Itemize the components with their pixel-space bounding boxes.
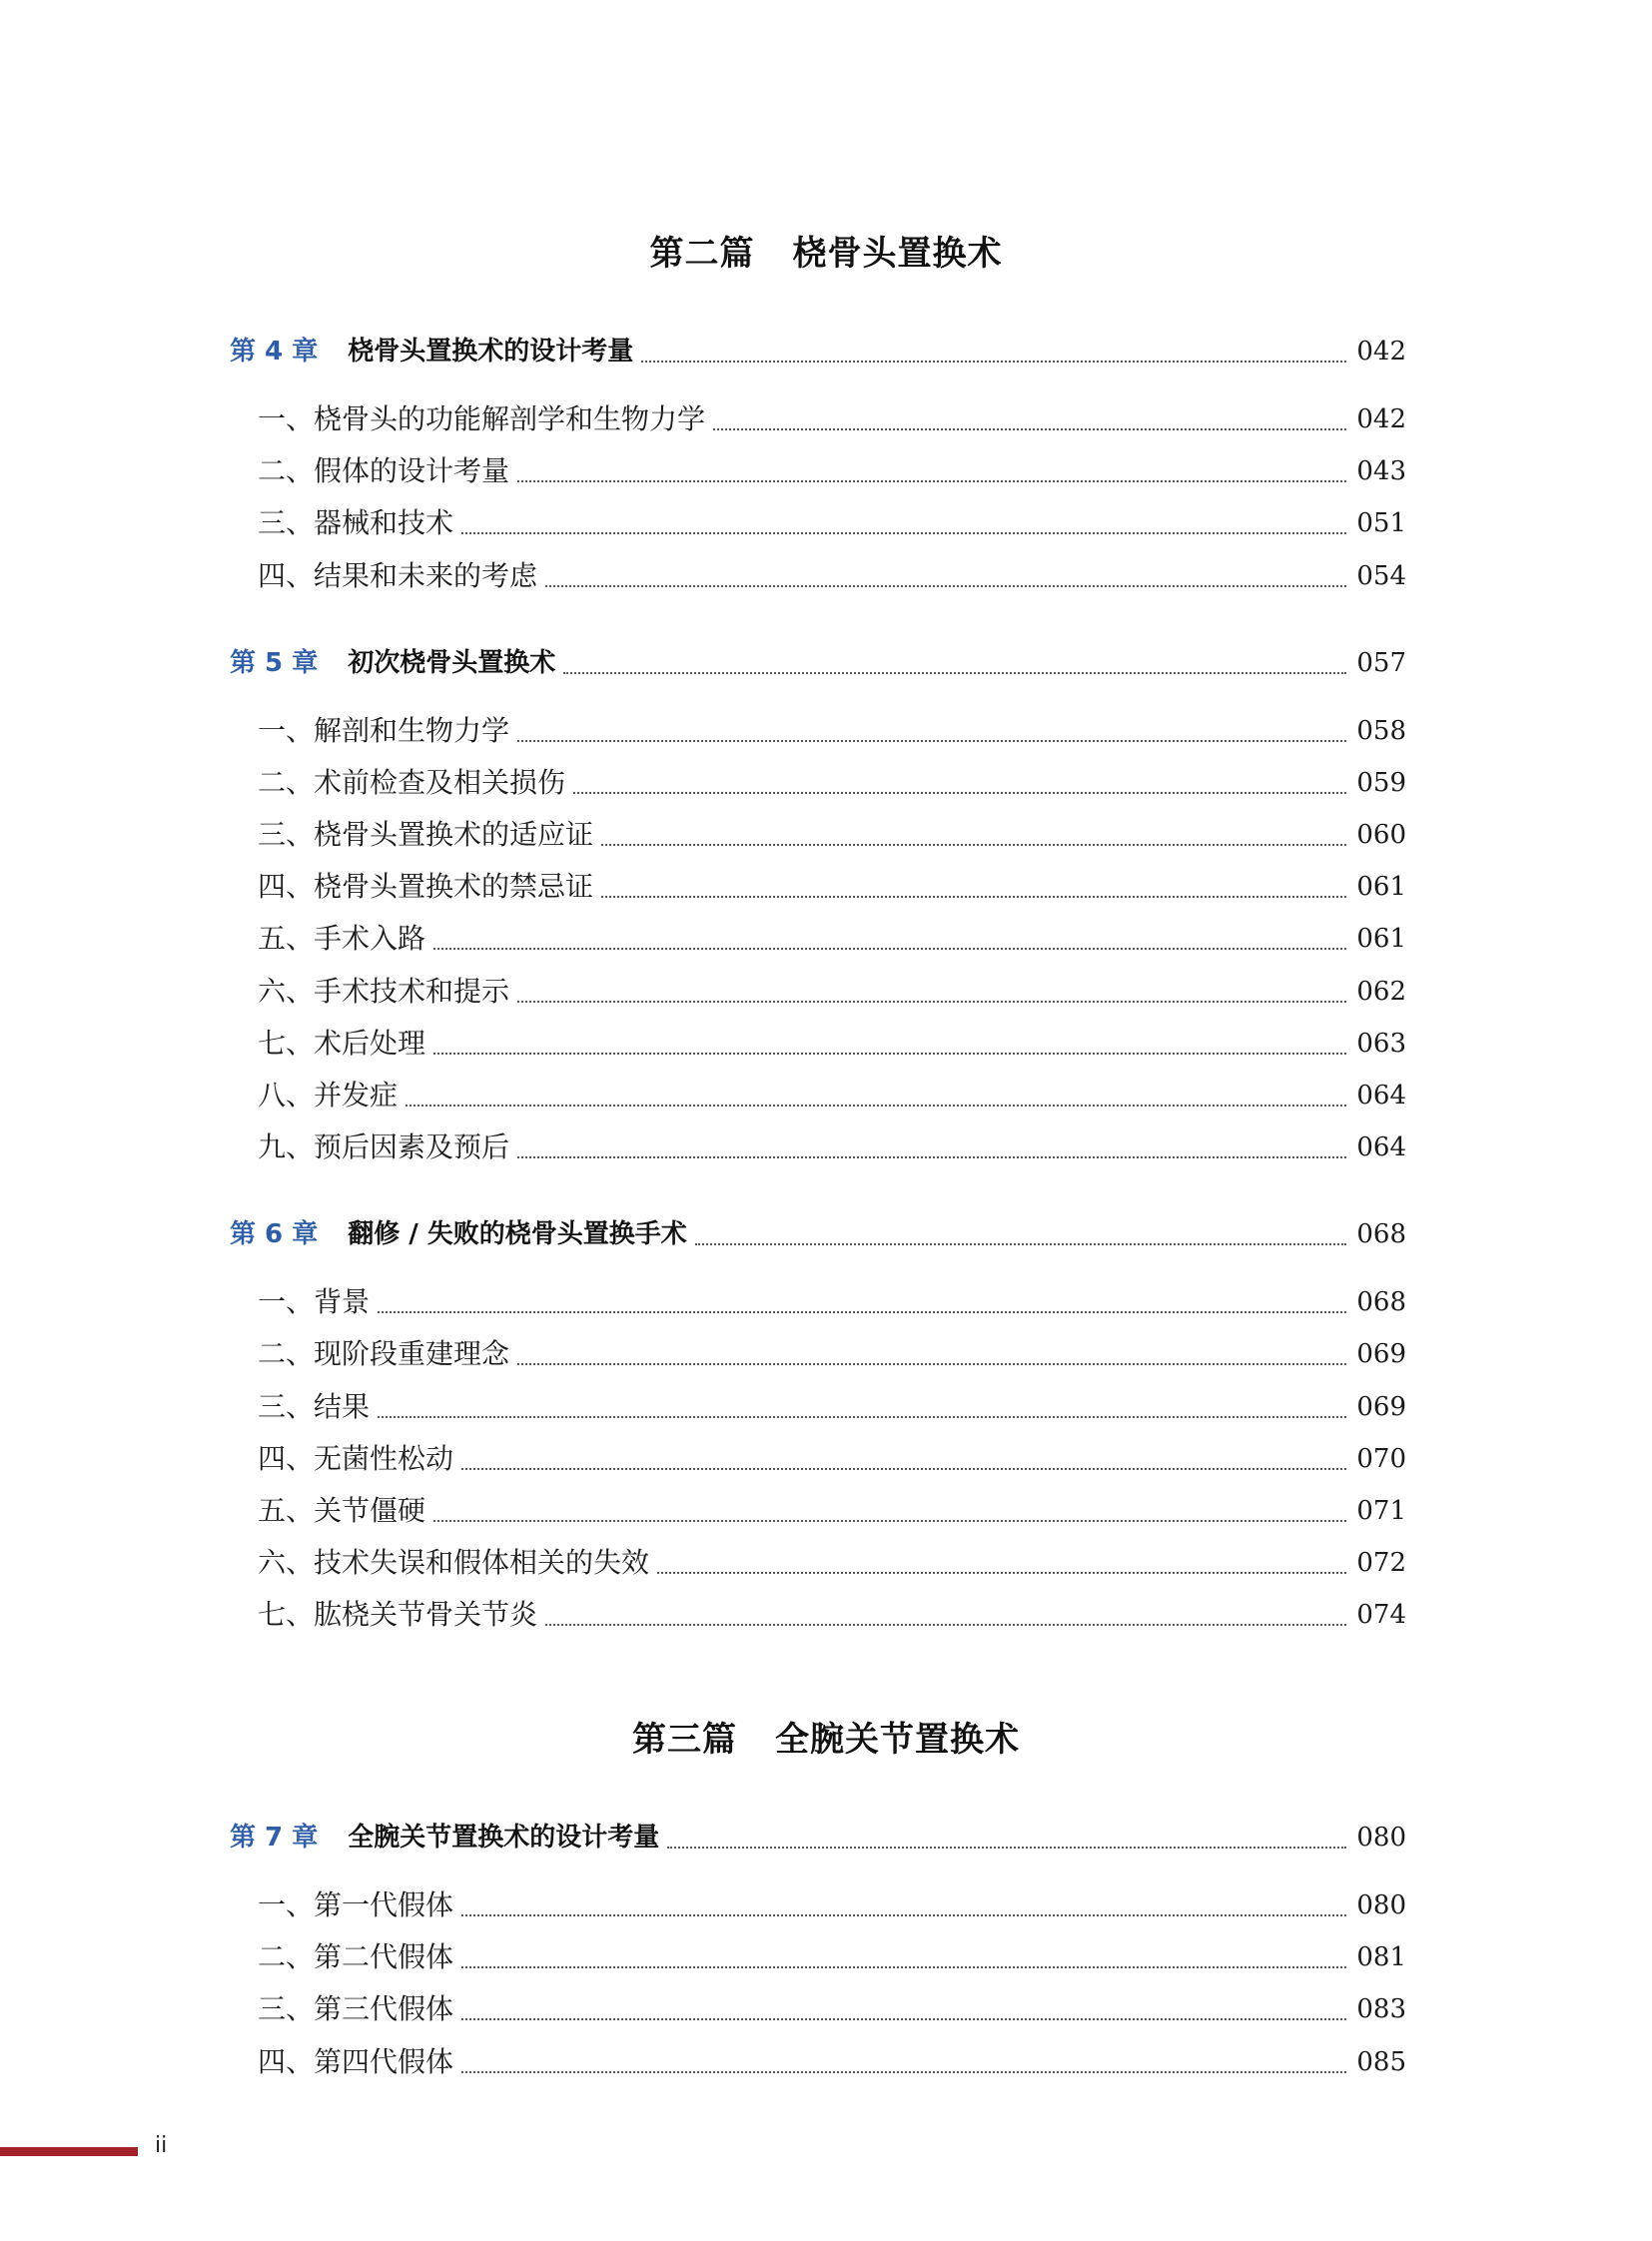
section-page-number: 085: [1356, 2047, 1406, 2077]
toc-section-entry[interactable]: [230, 1024, 1406, 1064]
section-page-number: 064: [1356, 1132, 1406, 1162]
section-title: 三、桡骨头置换术的适应证: [258, 818, 594, 851]
dot-leader: [406, 1104, 1346, 1107]
chapter-number: 第 7 章: [230, 1823, 319, 1853]
toc-section-entry[interactable]: [230, 1076, 1406, 1116]
toc-section-entry[interactable]: [230, 1885, 1406, 1925]
toc-section-entry[interactable]: [230, 1334, 1406, 1374]
section-page-number: 080: [1356, 1890, 1406, 1920]
section-title: 三、第三代假体: [258, 1992, 454, 2025]
dot-leader: [517, 1362, 1346, 1365]
dot-leader: [378, 1310, 1346, 1313]
section-title: 九、预后因素及预后: [258, 1130, 510, 1163]
footer-accent-bar: [0, 2147, 138, 2156]
section-title: 四、第四代假体: [258, 2045, 454, 2078]
toc-section-entry[interactable]: [230, 503, 1406, 543]
toc-chapter-entry[interactable]: [230, 1214, 1406, 1254]
toc-section-entry[interactable]: [230, 815, 1406, 855]
dot-leader: [517, 479, 1346, 482]
toc-chapter-entry[interactable]: [230, 1818, 1406, 1858]
section-title: 四、结果和未来的考虑: [258, 559, 538, 592]
dot-leader: [433, 947, 1346, 950]
chapter-number: 第 4 章: [230, 337, 319, 367]
dot-leader: [461, 531, 1346, 534]
section-title: 三、结果: [258, 1390, 371, 1423]
section-title: 一、解剖和生物力学: [258, 714, 510, 747]
dot-leader: [461, 1467, 1346, 1470]
footer-page-number: ii: [155, 2133, 168, 2158]
dot-leader: [461, 2070, 1346, 2073]
section-title: 四、无菌性松动: [258, 1442, 454, 1475]
section-page-number: 058: [1356, 716, 1406, 746]
toc-chapter-entry[interactable]: [230, 643, 1406, 683]
part-number: 第三篇: [632, 1720, 737, 1760]
dot-leader: [433, 1519, 1346, 1522]
chapter-title: 桡骨头置换术的设计考量: [348, 337, 634, 367]
section-page-number: 061: [1356, 924, 1406, 954]
toc-section-entry[interactable]: [230, 1937, 1406, 1977]
section-page-number: 042: [1356, 404, 1406, 434]
section-page-number: 072: [1356, 1548, 1406, 1578]
part-title: [0, 1720, 1652, 1760]
dot-leader: [517, 739, 1346, 742]
dot-leader: [517, 1000, 1346, 1003]
section-title: 三、器械和技术: [258, 506, 454, 539]
chapter-page-number: 068: [1356, 1219, 1406, 1250]
section-page-number: 069: [1356, 1392, 1406, 1422]
part-title-text: 桡骨头置换术: [792, 234, 1003, 274]
chapter-number: 第 5 章: [230, 647, 319, 678]
dot-leader: [641, 360, 1346, 363]
dot-leader: [601, 843, 1346, 846]
toc-section-entry[interactable]: [230, 1989, 1406, 2029]
dot-leader: [517, 1155, 1346, 1158]
section-title: 二、现阶段重建理念: [258, 1337, 510, 1370]
part-number: 第二篇: [649, 234, 755, 274]
toc-section-entry[interactable]: [230, 2042, 1406, 2082]
dot-leader: [601, 895, 1346, 898]
dot-leader: [695, 1242, 1347, 1245]
section-title: 七、术后处理: [258, 1027, 426, 1060]
section-page-number: 083: [1356, 1994, 1406, 2024]
toc-section-entry[interactable]: [230, 556, 1406, 596]
section-page-number: 074: [1356, 1600, 1406, 1630]
section-page-number: 054: [1356, 561, 1406, 591]
chapter-number: 第 6 章: [230, 1219, 319, 1250]
toc-section-entry[interactable]: [230, 919, 1406, 959]
section-title: 二、第二代假体: [258, 1940, 454, 1973]
section-page-number: 060: [1356, 820, 1406, 850]
toc-chapter-entry[interactable]: [230, 332, 1406, 372]
section-title: 六、手术技术和提示: [258, 975, 510, 1008]
toc-section-entry[interactable]: [230, 399, 1406, 439]
section-page-number: 059: [1356, 768, 1406, 798]
section-title: 五、手术入路: [258, 922, 426, 955]
section-title: 二、假体的设计考量: [258, 454, 510, 487]
section-title: 八、并发症: [258, 1079, 399, 1112]
dot-leader: [461, 1965, 1346, 1968]
dot-leader: [545, 584, 1346, 587]
section-title: 一、第一代假体: [258, 1888, 454, 1921]
chapter-page-number: 042: [1356, 337, 1406, 367]
section-page-number: 063: [1356, 1029, 1406, 1059]
section-title: 一、背景: [258, 1285, 371, 1318]
section-page-number: 062: [1356, 977, 1406, 1007]
section-page-number: 070: [1356, 1444, 1406, 1474]
section-title: 七、肱桡关节骨关节炎: [258, 1598, 538, 1631]
section-title: 二、术前检查及相关损伤: [258, 766, 566, 799]
chapter-title: 全腕关节置换术的设计考量: [348, 1823, 660, 1853]
dot-leader: [657, 1571, 1346, 1574]
dot-leader: [461, 1913, 1346, 1916]
chapter-title: 翻修 / 失败的桡骨头置换手术: [348, 1219, 687, 1250]
section-title: 一、桡骨头的功能解剖学和生物力学: [258, 402, 706, 435]
section-page-number: 061: [1356, 872, 1406, 902]
toc-section-entry[interactable]: [230, 1543, 1406, 1583]
toc-section-entry[interactable]: [230, 711, 1406, 751]
dot-leader: [545, 1623, 1346, 1626]
section-title: 四、桡骨头置换术的禁忌证: [258, 870, 594, 903]
section-page-number: 069: [1356, 1339, 1406, 1369]
chapter-page-number: 080: [1356, 1823, 1406, 1853]
toc-section-entry[interactable]: [230, 1439, 1406, 1479]
toc-section-entry[interactable]: [230, 1387, 1406, 1427]
toc-section-entry[interactable]: [230, 1127, 1406, 1167]
chapter-page-number: 057: [1356, 647, 1406, 678]
toc-section-entry[interactable]: [230, 867, 1406, 907]
section-page-number: 071: [1356, 1496, 1406, 1526]
dot-leader: [378, 1415, 1346, 1418]
dot-leader: [713, 427, 1346, 430]
section-page-number: 068: [1356, 1287, 1406, 1317]
toc-section-entry[interactable]: [230, 763, 1406, 803]
dot-leader: [433, 1052, 1346, 1055]
section-title: 五、关节僵硬: [258, 1494, 426, 1527]
dot-leader: [573, 791, 1346, 794]
section-page-number: 064: [1356, 1081, 1406, 1111]
section-page-number: 051: [1356, 508, 1406, 538]
part-title: [0, 234, 1652, 274]
part-title-text: 全腕关节置换术: [775, 1720, 1020, 1760]
dot-leader: [667, 1846, 1346, 1849]
toc-section-entry[interactable]: [230, 972, 1406, 1012]
section-title: 六、技术失误和假体相关的失效: [258, 1546, 650, 1579]
chapter-title: 初次桡骨头置换术: [348, 647, 556, 678]
section-page-number: 081: [1356, 1942, 1406, 1972]
toc-section-entry[interactable]: [230, 1595, 1406, 1635]
dot-leader: [461, 2017, 1346, 2020]
section-page-number: 043: [1356, 456, 1406, 486]
toc-section-entry[interactable]: [230, 451, 1406, 491]
toc-section-entry[interactable]: [230, 1491, 1406, 1531]
toc-section-entry[interactable]: [230, 1282, 1406, 1322]
dot-leader: [563, 671, 1346, 674]
